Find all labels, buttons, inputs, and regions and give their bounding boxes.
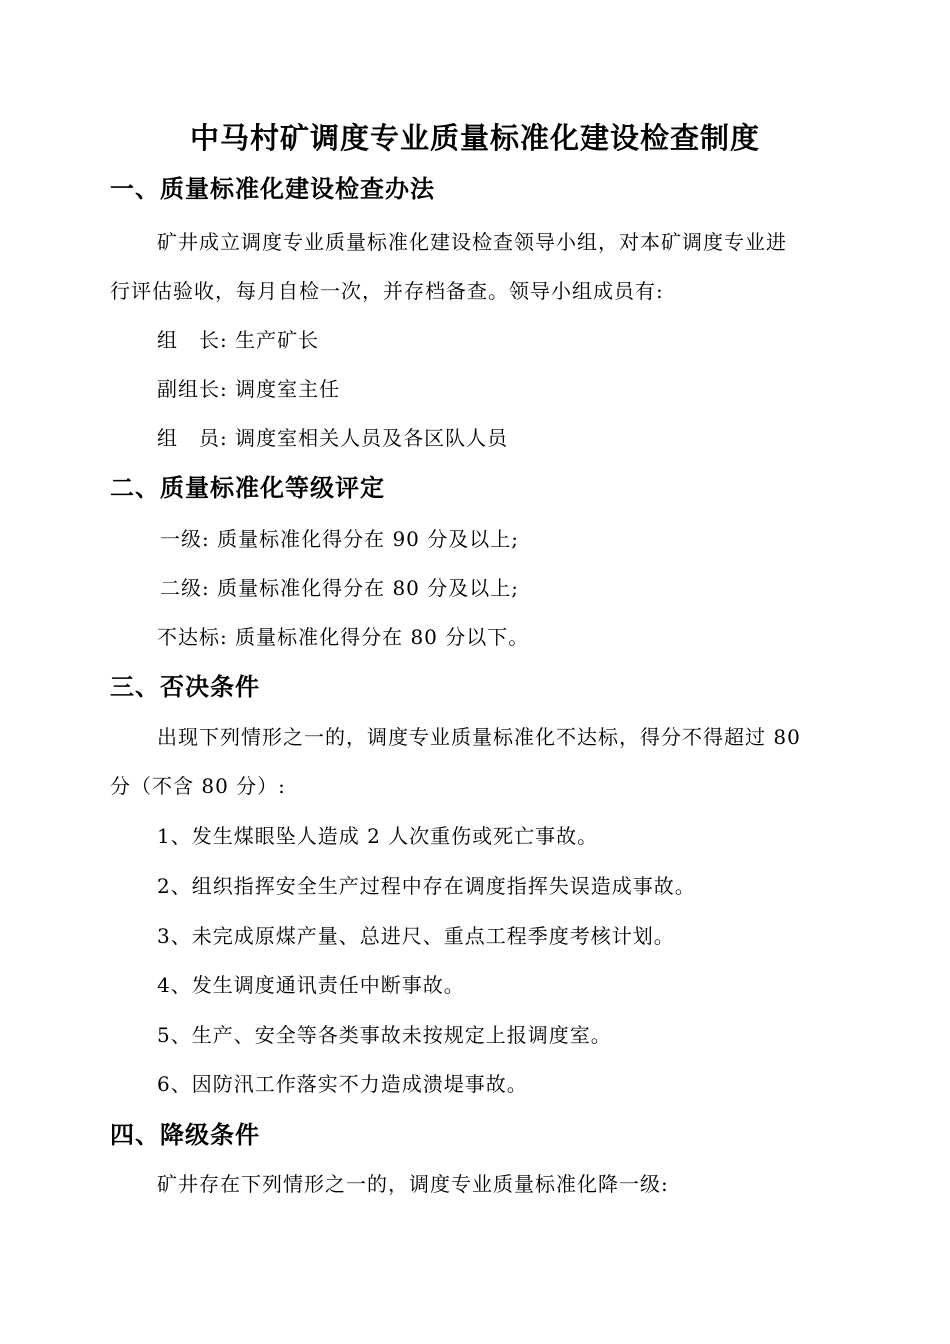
grade-substandard: 不达标: 质量标准化得分在 80 分以下。 — [157, 625, 530, 649]
veto-item-2: 2、组织指挥安全生产过程中存在调度指挥失误造成事故。 — [157, 874, 696, 898]
veto-item-5: 5、生产、安全等各类事故未按规定上报调度室。 — [157, 1023, 612, 1047]
member-leader: 组 长: 生产矿长 — [157, 328, 320, 352]
member-deputy-leader: 副组长: 调度室主任 — [157, 377, 341, 401]
section-4-paragraph-line-1: 矿井存在下列情形之一的，调度专业质量标准化降一级: — [157, 1172, 669, 1196]
section-3-paragraph-line-2: 分（不含 80 分）: — [110, 774, 286, 798]
section-1-paragraph-line-1: 矿井成立调度专业质量标准化建设检查领导小组，对本矿调度专业进 — [157, 230, 787, 254]
member-staff: 组 员: 调度室相关人员及各区队人员 — [157, 426, 509, 450]
veto-item-1: 1、发生煤眼坠人造成 2 人次重伤或死亡事故。 — [157, 824, 599, 848]
grade-level-1: 一级: 质量标准化得分在 90 分及以上; — [160, 527, 519, 551]
section-2-heading: 二、质量标准化等级评定 — [110, 473, 385, 502]
section-4-heading: 四、降级条件 — [110, 1120, 260, 1149]
grade-level-2: 二级: 质量标准化得分在 80 分及以上; — [160, 576, 519, 600]
section-1-heading: 一、质量标准化建设检查办法 — [110, 174, 435, 203]
veto-item-3: 3、未完成原煤产量、总进尺、重点工程季度考核计划。 — [157, 924, 675, 948]
section-3-heading: 三、否决条件 — [110, 672, 260, 701]
veto-item-6: 6、因防汛工作落实不力造成溃堤事故。 — [157, 1072, 528, 1096]
section-1-paragraph-line-2: 行评估验收，每月自检一次，并存档备查。领导小组成员有: — [110, 279, 664, 303]
document-title: 中马村矿调度专业质量标准化建设检查制度 — [189, 121, 760, 155]
section-3-paragraph-line-1: 出现下列情形之一的，调度专业质量标准化不达标，得分不得超过 80 — [157, 725, 801, 749]
veto-item-4: 4、发生调度通讯责任中断事故。 — [157, 973, 465, 997]
